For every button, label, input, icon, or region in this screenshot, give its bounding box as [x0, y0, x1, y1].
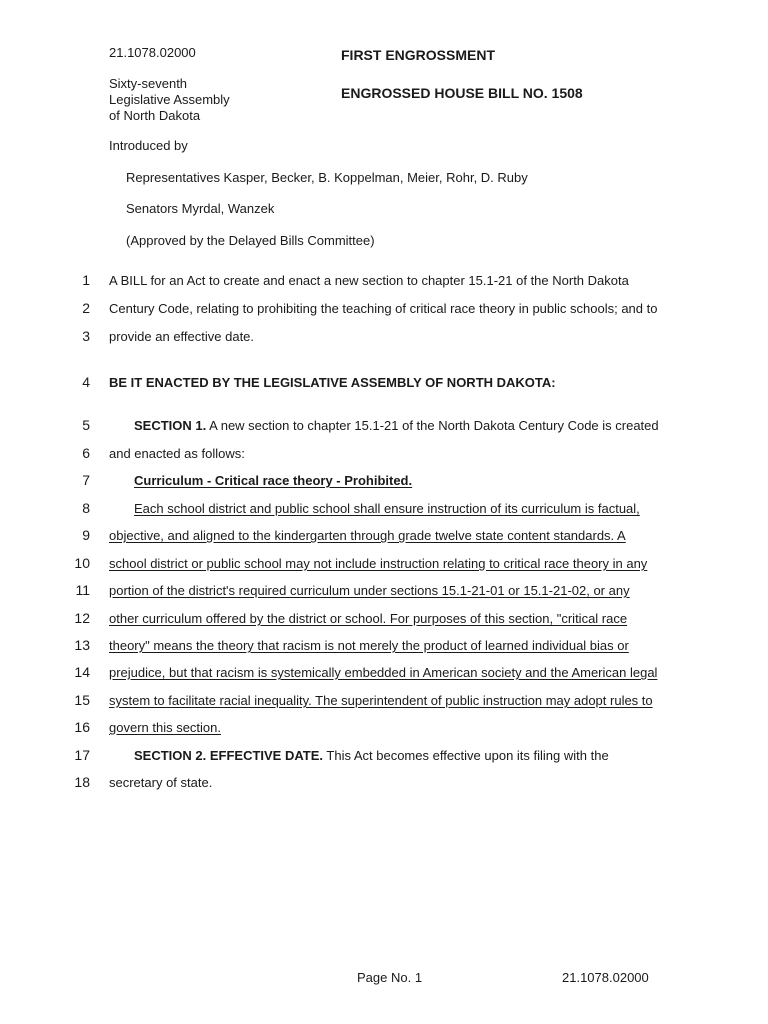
approval-note: (Approved by the Delayed Bills Committee)	[126, 233, 375, 248]
line-number-6: 6	[82, 445, 90, 461]
line-text-1: A BILL for an Act to create and enact a new section to chapter 15.1-21 of the North Dakota	[109, 273, 629, 288]
line-number-11: 11	[75, 582, 90, 598]
section-2-heading: SECTION 2. EFFECTIVE DATE.	[134, 748, 324, 763]
line-text-9: objective, and aligned to the kindergarten through grade twelve state content standards. A	[109, 528, 626, 543]
line-text-8: Each school district and public school shall ensure instruction of its curriculum is factual,	[134, 501, 640, 516]
line-text-17	[134, 748, 609, 763]
line-text-10: school district or public school may not include instruction relating to critical race theory in any	[109, 556, 648, 571]
line-number-7: 7	[82, 472, 90, 488]
line-text-2: Century Code, relating to prohibiting the teaching of critical race theory in public schools; and to	[109, 301, 658, 316]
line-number-15: 15	[74, 692, 90, 708]
line-text-13: theory" means the theory that racism is not merely the product of learned individual bias or	[109, 638, 629, 653]
line-number-14: 14	[74, 664, 90, 680]
line-text-5	[134, 418, 659, 433]
assembly-line-2: Legislative Assembly	[109, 92, 230, 107]
line-text-12: other curriculum offered by the district or school. For purposes of this section, "critical race	[109, 611, 628, 626]
assembly-line-1: Sixty-seventh	[109, 76, 188, 91]
line-number-10: 10	[74, 555, 90, 571]
assembly-block	[109, 76, 230, 124]
line-number-4: 4	[82, 374, 90, 390]
representatives: Representatives Kasper, Becker, B. Koppelman, Meier, Rohr, D. Ruby	[126, 170, 528, 185]
line-number-2: 2	[82, 300, 90, 316]
line-number-16: 16	[74, 719, 90, 735]
line-text-11: portion of the district's required curriculum under sections 15.1-21-01 or 15.1-21-02, or any	[109, 583, 630, 598]
line-number-13: 13	[74, 637, 90, 653]
section-1-text: A new section to chapter 15.1-21 of the North Dakota Century Code is created	[206, 418, 659, 433]
line-text-3: provide an effective date.	[109, 329, 255, 344]
enacting-clause: BE IT ENACTED BY THE LEGISLATIVE ASSEMBLY OF NORTH DAKOTA:	[109, 375, 556, 390]
bill-title: ENGROSSED HOUSE BILL NO. 1508	[341, 85, 583, 101]
line-number-5: 5	[82, 417, 90, 433]
engrossment-title: FIRST ENGROSSMENT	[341, 47, 496, 63]
line-number-9: 9	[82, 527, 90, 543]
section-1-heading: SECTION 1.	[134, 418, 207, 433]
doc-id: 21.1078.02000	[109, 45, 196, 60]
line-text-14: prejudice, but that racism is systemically embedded in American society and the American legal	[109, 665, 658, 680]
line-text-18: secretary of state.	[109, 775, 213, 790]
line-number-8: 8	[82, 500, 90, 516]
section-title: Curriculum - Critical race theory - Prohibited.	[134, 473, 413, 488]
assembly-line-3: of North Dakota	[109, 108, 201, 123]
line-number-17: 17	[74, 747, 90, 763]
page-number: Page No. 1	[357, 970, 423, 985]
line-number-3: 3	[82, 328, 90, 344]
introduced-by: Introduced by	[109, 138, 188, 153]
senators: Senators Myrdal, Wanzek	[126, 201, 275, 216]
section-2-text: This Act becomes effective upon its filing with the	[323, 748, 609, 763]
line-text-15: system to facilitate racial inequality. The superintendent of public instruction may adopt rules to	[109, 693, 653, 708]
line-text-16: govern this section.	[109, 720, 222, 735]
line-text-6: and enacted as follows:	[109, 446, 245, 461]
line-number-1: 1	[82, 272, 90, 288]
footer-doc-id: 21.1078.02000	[562, 970, 649, 985]
line-number-18: 18	[74, 774, 90, 790]
line-number-12: 12	[74, 610, 90, 626]
